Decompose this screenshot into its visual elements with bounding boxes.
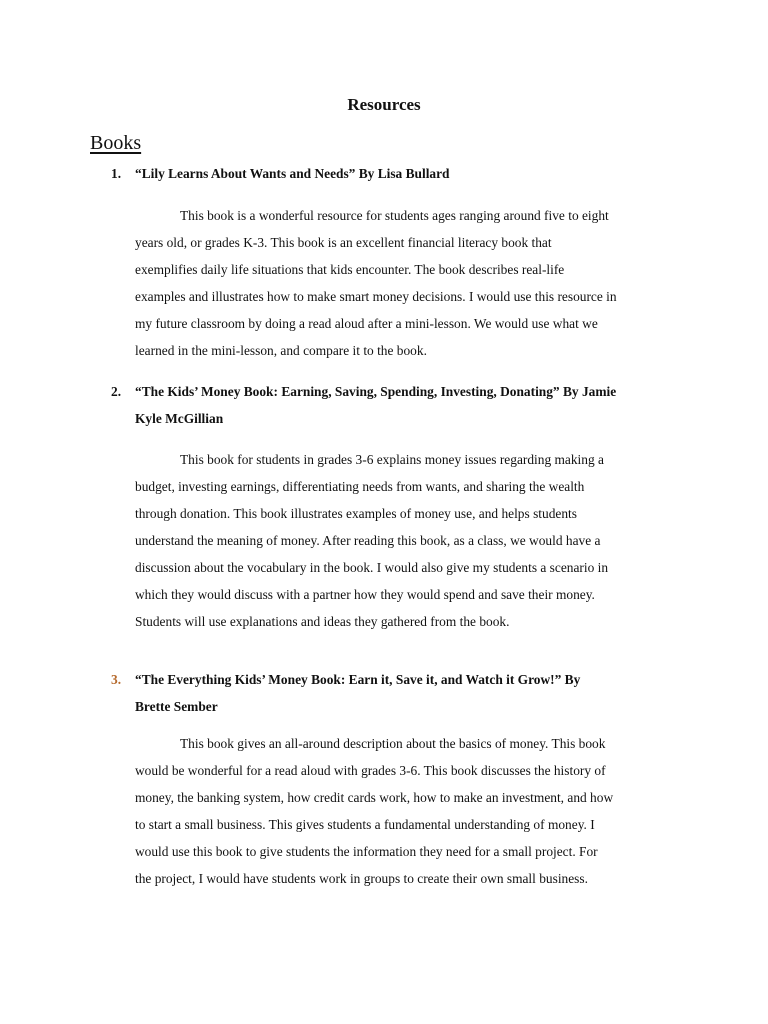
entry-1-number: 1. [111,166,122,181]
entry-2-body-line: which they would discuss with a partner how they would spend and save their money. [135,587,595,602]
section-heading-books: Books [90,132,142,154]
entry-2-heading-line: “The Kids’ Money Book: Earning, Saving, Spending, Investing, Donating” By Jamie [135,384,617,399]
entry-3-number: 3. [111,672,122,687]
entry-3-body-line: This book gives an all-around description about the basics of money. This book [180,736,606,751]
entry-2-number: 2. [111,384,122,399]
entry-2-body-line: through donation. This book illustrates examples of money use, and helps students [135,506,577,521]
entry-2-heading-line: Kyle McGillian [135,411,224,426]
entry-3-body-line: to start a small business. This gives students a fundamental understanding of money. I [135,817,595,832]
entry-3-heading-line: Brette Sember [135,699,218,714]
entry-1-body-line: my future classroom by doing a read aloud after a mini-lesson. We would use what we [135,316,598,331]
entry-3-body-line: money, the banking system, how credit cards work, how to make an investment, and how [135,790,614,805]
entry-1-body-line: learned in the mini-lesson, and compare it to the book. [135,343,427,358]
entry-1-body-line: This book is a wonderful resource for students ages ranging around five to eight [180,208,609,223]
entry-2-body-line: This book for students in grades 3-6 explains money issues regarding making a [180,452,604,467]
entry-1-body-line: examples and illustrates how to make smart money decisions. I would use this resource in [135,289,617,304]
entry-3-body [135,730,680,892]
entry-3-heading [111,666,695,720]
entry-2-body-line: budget, investing earnings, differentiating needs from wants, and sharing the wealth [135,479,585,494]
entry-2-body-line: Students will use explanations and ideas they gathered from the book. [135,614,510,629]
entry-3-body-line: would use this book to give students the information they need for a small project. For [135,844,598,859]
entry-2-body-line: understand the meaning of money. After reading this book, as a class, we would have a [135,533,601,548]
entry-3-body-line: the project, I would have students work in groups to create their own small business. [135,871,588,886]
entry-3-body-line: would be wonderful for a read aloud with grades 3-6. This book discusses the history of [135,763,606,778]
entry-3-heading-line: “The Everything Kids’ Money Book: Earn it, Save it, and Watch it Grow!” By [135,672,581,687]
entry-1-body-line: exemplifies daily life situations that kids encounter. The book describes real-life [135,262,565,277]
entry-1-heading-line: “Lily Learns About Wants and Needs” By Lisa Bullard [135,166,450,181]
entry-2-heading [111,378,695,432]
entry-1-body [135,202,680,364]
entry-1-body-line: years old, or grades K-3. This book is an excellent financial literacy book that [135,235,552,250]
entry-1-heading [111,160,695,187]
page-title: Resources [347,95,421,114]
entry-2-body-line: discussion about the vocabulary in the book. I would also give my students a scenario in [135,560,609,575]
entry-2-body [135,446,680,635]
